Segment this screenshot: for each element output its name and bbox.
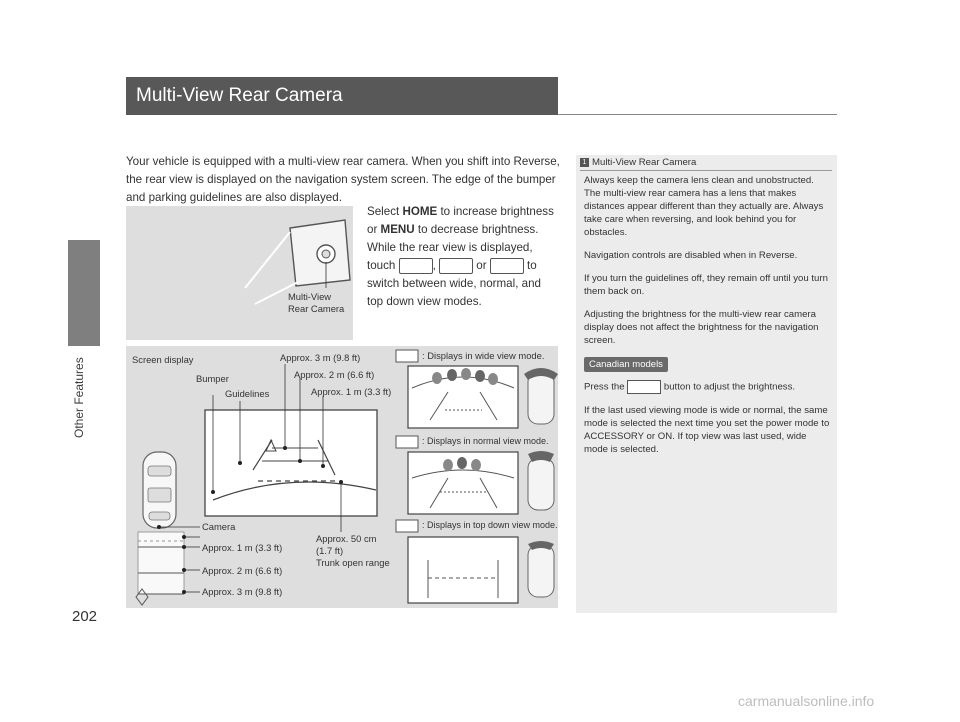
wide-mode-screen (396, 350, 558, 428)
normal-mode-label: : Displays in normal view mode. (422, 436, 549, 446)
left-1m-label: Approx. 1 m (3.3 ft) (202, 542, 283, 553)
approx-50cm-ft-label: (1.7 ft) (316, 545, 344, 556)
note-rule (580, 170, 832, 171)
brightness-paragraph: Select HOME to increase brightness or MENU to decrease brightness. While the rear view is displayed, touch , or to switch between wide, normal, and top down view modes. (367, 205, 554, 308)
note-number: 1 (580, 158, 589, 167)
normal-mode-screen (396, 436, 554, 514)
note-heading: 1 Multi-View Rear Camera (580, 157, 696, 168)
car-top-view (136, 452, 200, 605)
camera-label-1: Multi-View (288, 291, 332, 302)
home-key: HOME (402, 205, 438, 218)
top-mode-screen (396, 520, 554, 603)
note-p5: Press the button to adjust the brightness. (584, 381, 796, 393)
approx-2m-label: Approx. 2 m (6.6 ft) (294, 369, 375, 380)
note-p3: If you turn the guidelines off, they remain off until you turn them back on. (584, 273, 828, 297)
note-body (584, 174, 832, 466)
top-mode-label: : Displays in top down view mode. (422, 520, 558, 530)
approx-1m-label: Approx. 1 m (3.3 ft) (311, 386, 392, 397)
screen-display-label: Screen display (132, 354, 194, 365)
approx-50cm-label: Approx. 50 cm (316, 533, 377, 544)
note-p6: If the last used viewing mode is wide or normal, the same mode is selected the next time you set the power mode to ACCESSORY or ON. If top view was last used, wide mode is selected. (584, 405, 830, 455)
watermark: carmanualsonline.info (738, 693, 875, 709)
camera-label-2: Rear Camera (288, 303, 345, 314)
note-p2: Navigation controls are disabled when in Reverse. (584, 250, 798, 261)
menu-key: MENU (380, 223, 415, 236)
approx-3m-label: Approx. 3 m (9.8 ft) (280, 352, 361, 363)
intro-paragraph: Your vehicle is equipped with a multi-view rear camera. When you shift into Reverse, the rear view is displayed on the navigation system screen. The edge of the bumper and parking guidelines are also displayed. (126, 155, 560, 204)
left-2m-label: Approx. 2 m (6.6 ft) (202, 565, 283, 576)
canadian-models-badge: Canadian models (584, 357, 668, 372)
page-number: 202 (72, 608, 98, 625)
note-p4: Adjusting the brightness for the multi-view rear camera display does not affect the brightness for the navigation screen. (584, 309, 819, 346)
page-title: Multi-View Rear Camera (126, 77, 558, 115)
note-p1: Always keep the camera lens clean and unobstructed. The multi-view rear camera has a lens that makes distances appear different than they actually are. Always take care when reversing, and look behind you for obstacles. (584, 175, 824, 238)
wide-mode-label: : Displays in wide view mode. (422, 350, 545, 361)
guidelines-label: Guidelines (225, 388, 270, 399)
section-label: Other Features (72, 357, 86, 438)
bumper-label: Bumper (196, 373, 229, 384)
trunk-open-label: Trunk open range (316, 557, 390, 568)
brightness-key-icon (627, 380, 661, 394)
camera-label: Camera (202, 521, 236, 532)
left-3m-label: Approx. 3 m (9.8 ft) (202, 586, 283, 597)
